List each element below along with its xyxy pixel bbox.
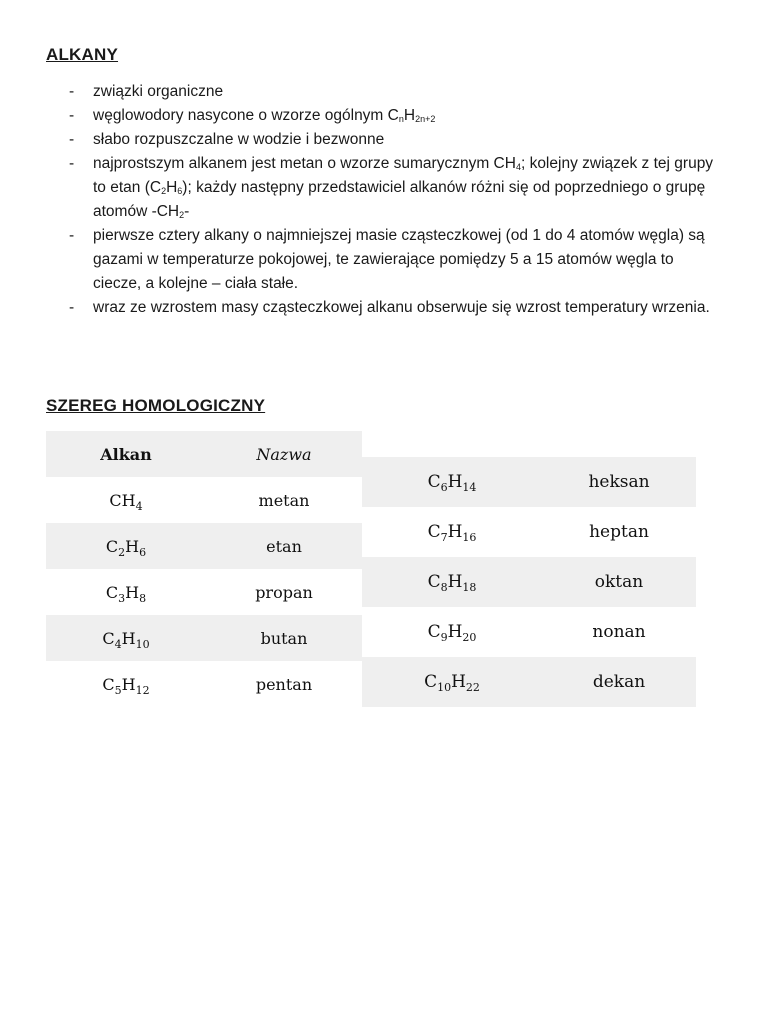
header-nazwa: Nazwa: [256, 444, 312, 464]
formula-element-c: C: [105, 536, 119, 556]
table-header-row: [46, 431, 362, 477]
formula-cell: [362, 472, 542, 492]
header-alkan: Alkan: [100, 444, 152, 464]
table-row: [362, 457, 696, 507]
formula-element-h: H: [447, 522, 463, 542]
table-row: [46, 661, 362, 707]
bullet-item: [0, 104, 768, 128]
bullet-item: [0, 224, 768, 296]
table-row: [362, 657, 696, 707]
bullet-dash: -: [69, 155, 75, 172]
formula-cell: [362, 522, 542, 542]
bullet-item: [0, 128, 768, 152]
formula-element-c: C: [109, 490, 122, 510]
formula-cell: [362, 622, 542, 642]
hydrogen-count: 18: [462, 581, 477, 594]
hydrogen-count: 22: [465, 681, 480, 694]
homologous-series-table-right: [362, 457, 696, 707]
bullet-dash: -: [69, 83, 75, 100]
formula-cell: [46, 628, 206, 651]
subscript: 2: [161, 186, 167, 196]
name-cell: dekan: [592, 672, 646, 692]
bullet-text: pierwsze cztery alkany o najmniejszej masie cząsteczkowej (od 1 do 4 atomów węgla) są gazami w temperaturze pokojowej, te zawierające pomiędzy 5 a 15 atomów węgla to ciecze, a kolejne – ciała stałe.: [93, 227, 705, 292]
formula-cell: [46, 582, 206, 605]
formula-element-h: H: [447, 472, 463, 492]
name-cell: metan: [258, 490, 310, 510]
bullet-item: [0, 80, 768, 104]
subscript: n: [398, 114, 404, 124]
bullet-text: H: [166, 179, 178, 196]
bullet-text: -: [184, 203, 190, 220]
formula-cell: [46, 490, 206, 513]
alkany-bullet-list: [0, 80, 768, 320]
bullet-text: H: [403, 107, 416, 124]
carbon-count: 4: [114, 637, 122, 651]
formula-element-h: H: [121, 674, 136, 694]
formula-cell: [46, 536, 206, 559]
bullet-text: ; kolejny związek z tej grupy to etan (C: [93, 155, 714, 196]
bullet-text: związki organiczne: [93, 83, 224, 100]
table-row: [362, 607, 696, 657]
hydrogen-count: 10: [135, 637, 150, 651]
name-cell: heptan: [589, 522, 649, 542]
subscript: 6: [177, 186, 183, 196]
subscript: 2: [179, 210, 185, 220]
table-row: [362, 507, 696, 557]
name-cell: oktan: [594, 572, 644, 592]
formula-element-c: C: [427, 622, 441, 642]
carbon-count: 10: [437, 681, 452, 694]
formula-element-h: H: [125, 582, 140, 602]
formula-element-h: H: [447, 572, 463, 592]
bullet-dash: -: [69, 227, 75, 244]
bullet-item: [0, 296, 768, 320]
homologous-series-table-left: [46, 431, 362, 707]
formula-element-c: C: [427, 472, 441, 492]
carbon-count: 2: [118, 545, 126, 559]
formula-element-c: C: [102, 674, 115, 694]
hydrogen-count: 4: [135, 499, 143, 513]
hydrogen-count: 20: [462, 631, 477, 644]
bullet-text: słabo rozpuszczalne w wodzie i bezwonne: [93, 131, 385, 148]
name-cell: etan: [266, 536, 302, 556]
bullet-text: najprostszym alkanem jest metan o wzorze sumarycznym CH: [93, 155, 516, 172]
formula-element-h: H: [121, 628, 136, 648]
formula-element-h: H: [447, 622, 463, 642]
bullet-dash: -: [69, 107, 75, 124]
formula-cell: [362, 672, 542, 692]
bullet-text: ); każdy następny przedstawiciel alkanów różni się od poprzedniego o grupę atomów -CH: [93, 179, 706, 220]
carbon-count: 6: [440, 481, 448, 494]
section-heading-alkany: ALKANY: [46, 45, 119, 64]
formula-element-c: C: [427, 572, 441, 592]
carbon-count: 7: [440, 531, 448, 544]
hydrogen-count: 8: [139, 591, 147, 605]
section-heading-szereg-homologiczny: SZEREG HOMOLOGICZNY: [46, 396, 266, 415]
subscript: 4: [515, 162, 521, 172]
bullet-item: [0, 152, 768, 224]
name-cell: butan: [260, 628, 308, 648]
hydrogen-count: 16: [462, 531, 477, 544]
table-row: [46, 615, 362, 661]
formula-cell: [46, 674, 206, 697]
hydrogen-count: 6: [139, 545, 147, 559]
formula-cell: [362, 572, 542, 592]
formula-element-h: H: [121, 490, 136, 510]
carbon-count: 8: [440, 581, 448, 594]
bullet-text: wraz ze wzrostem masy cząsteczkowej alkanu obserwuje się wzrost temperatury wrzenia.: [93, 299, 710, 316]
formula-element-c: C: [424, 672, 438, 692]
table-row: [362, 557, 696, 607]
formula-element-c: C: [427, 522, 441, 542]
carbon-count: 9: [440, 631, 448, 644]
hydrogen-count: 12: [135, 683, 150, 697]
formula-element-h: H: [125, 536, 140, 556]
subscript: 2n+2: [415, 114, 436, 124]
name-cell: pentan: [255, 674, 313, 694]
table-row: [46, 477, 362, 523]
carbon-count: 5: [114, 683, 122, 697]
bullet-dash: -: [69, 131, 75, 148]
bullet-dash: -: [69, 299, 75, 316]
formula-element-c: C: [105, 582, 119, 602]
name-cell: nonan: [592, 622, 646, 642]
formula-element-c: C: [102, 628, 115, 648]
table-row: [46, 569, 362, 615]
formula-element-h: H: [451, 672, 466, 692]
carbon-count: 3: [118, 591, 126, 605]
name-cell: propan: [255, 582, 313, 602]
name-cell: heksan: [588, 472, 650, 492]
table-row: [46, 523, 362, 569]
bullet-text: węglowodory nasycone o wzorze ogólnym C: [93, 107, 399, 124]
hydrogen-count: 14: [462, 481, 477, 494]
